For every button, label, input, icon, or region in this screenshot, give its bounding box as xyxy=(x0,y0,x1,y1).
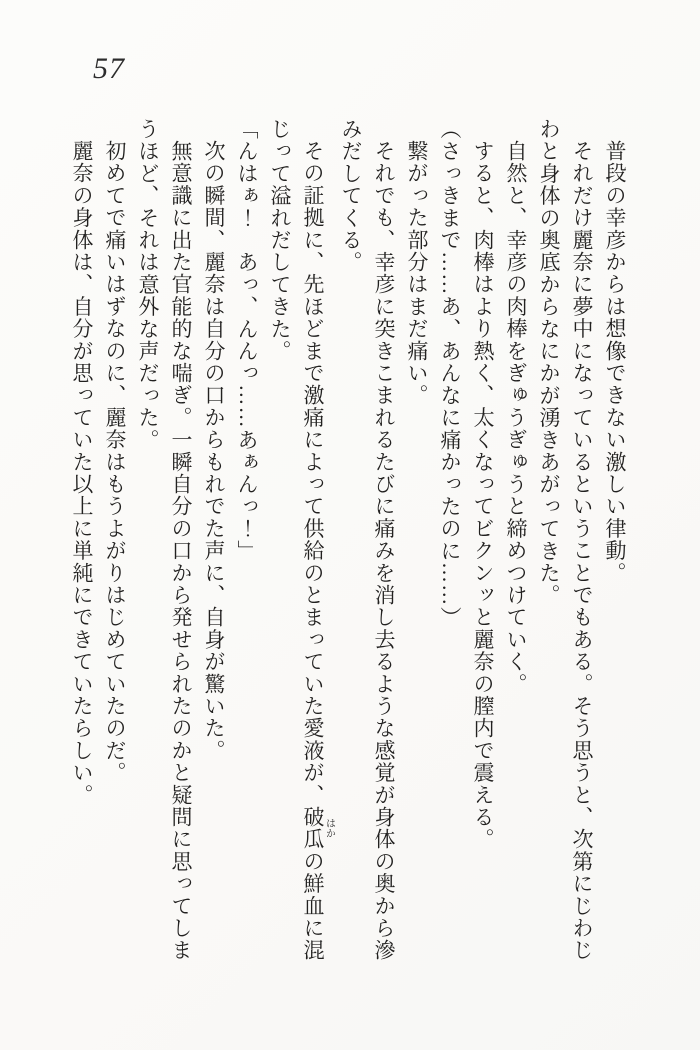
text-line: 普段の幸彦からは想像できない激しい律動。 xyxy=(603,140,627,584)
text-line: じって溢れだしてきた。 xyxy=(268,118,292,363)
text-line: 自然と、幸彦の肉棒をぎゅうぎゅうと締めつけていく。 xyxy=(504,140,528,695)
vertical-text-block xyxy=(70,118,631,976)
text-line: それでも、幸彦に突きこまれるたびに痛みを消し去るような感覚が身体の奥から滲 xyxy=(372,140,396,962)
text-line: （さっきまで……あ、あんなに痛かったのに……） xyxy=(438,118,462,629)
text-line: わと身体の奥底からなにかが湧きあがってきた。 xyxy=(537,118,561,607)
text-line: 麗奈の身体は、自分が思っていた以上に単純にできていたらしい。 xyxy=(70,140,94,806)
text-line: 繋がった部分はまだ痛い。 xyxy=(405,140,429,407)
ruby-furigana: はか xyxy=(323,806,335,851)
text-line: みだしてくる。 xyxy=(339,118,363,274)
line-text-post: の鮮血に混 xyxy=(301,850,325,962)
page-number: 57 xyxy=(93,52,125,85)
text-line: 無意識に出た官能的な喘ぎ。一瞬自分の口から発せられたのかと疑問に思ってしま xyxy=(169,140,193,962)
text-line: それだけ麗奈に夢中になっているということでもある。そう思うと、次第にじわじ xyxy=(570,140,594,962)
text-line: すると、肉棒はより熱く、太くなってビクンッと麗奈の膣内で震える。 xyxy=(471,140,495,851)
text-line: 次の瞬間、麗奈は自分の口からもれでた声に、自身が驚いた。 xyxy=(202,140,226,762)
ruby-word xyxy=(301,806,335,851)
line-text-pre: その証拠に、先ほどまで激痛によって供給のとまっていた愛液が、 xyxy=(301,140,325,806)
text-line: 「んはぁ！ あっ、んんっ……あぁんっ！」 xyxy=(235,118,259,562)
text-line-with-ruby xyxy=(296,118,334,976)
text-line: うほど、それは意外な声だった。 xyxy=(136,118,160,451)
text-line: 初めてで痛いはずなのに、麗奈はもうよがりはじめていたのだ。 xyxy=(103,140,127,784)
ruby-base: 破瓜 xyxy=(301,806,325,851)
